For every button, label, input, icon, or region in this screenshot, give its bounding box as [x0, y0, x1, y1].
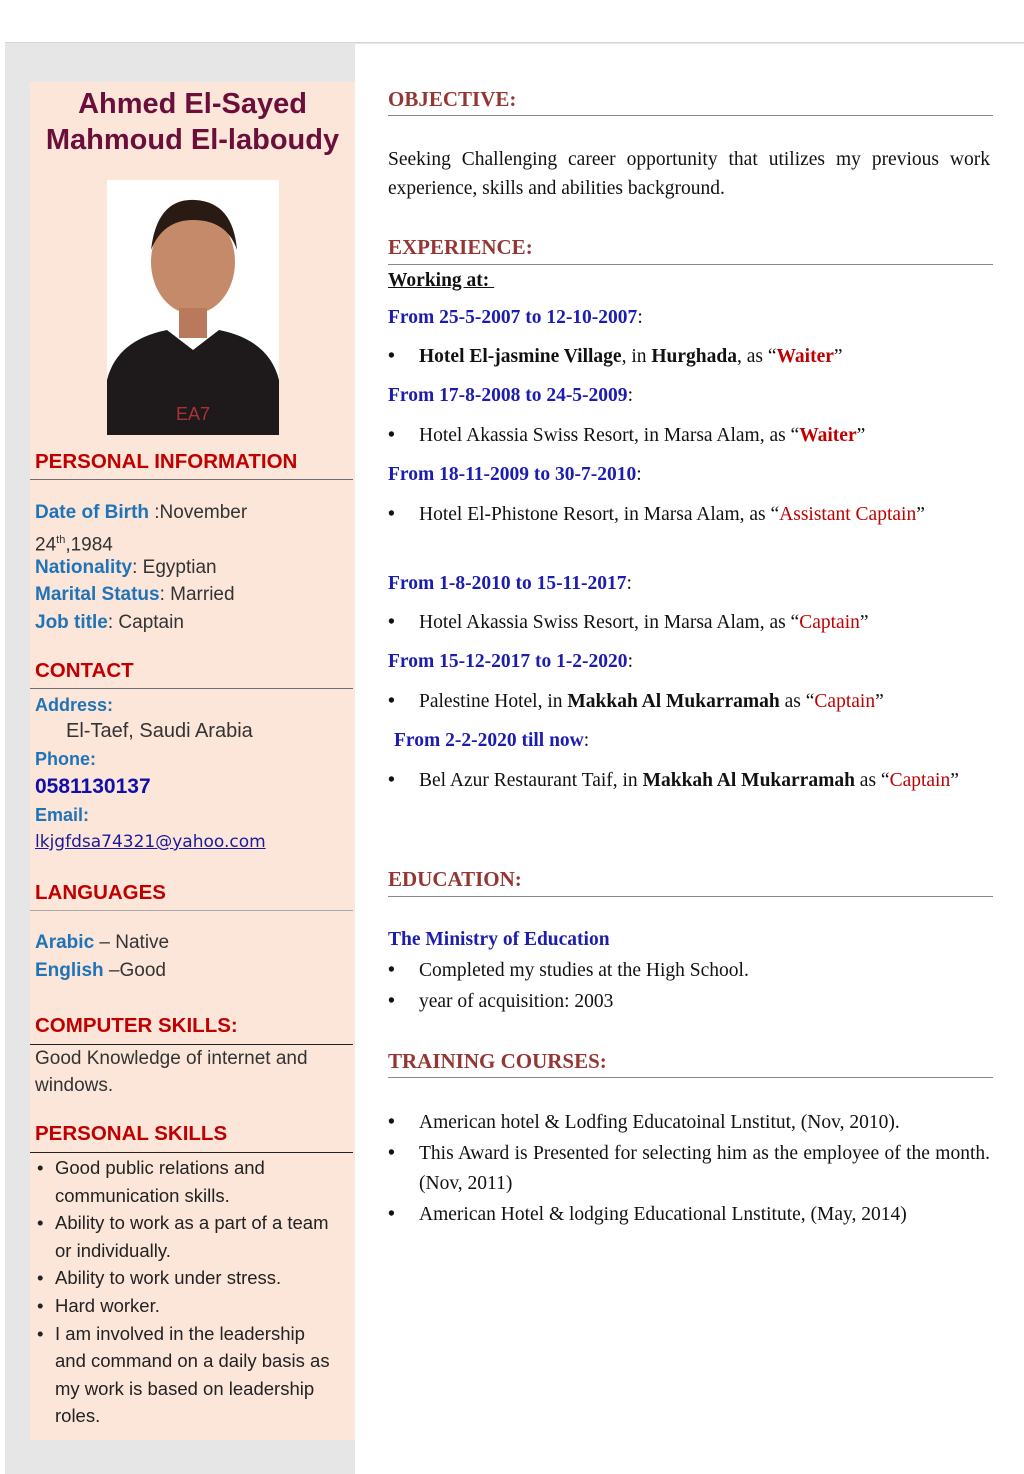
divider [30, 1152, 353, 1153]
list-item [388, 342, 990, 372]
lang-label: English [35, 960, 104, 981]
experience-date: From 17-8-2008 to 24-5-2009: [388, 385, 633, 406]
dob-year: ,1984 [65, 534, 113, 556]
svg-text:EA7: EA7 [175, 404, 211, 424]
training-item: American hotel & Lodfing Educatoinal Lnstitut, (Nov, 2010). [419, 1112, 900, 1133]
list-item: • Good public relations and communication skills. [35, 1154, 350, 1209]
experience-text: as “ [779, 691, 815, 712]
languages-heading: LANGUAGES [35, 881, 166, 904]
experience-text: , as “ [736, 346, 777, 367]
list-item: • Ability to work as a part of a team or individually. [35, 1209, 350, 1264]
experience-text: ” [856, 425, 866, 446]
marital-value: : Married [159, 584, 235, 605]
divider [30, 688, 353, 689]
left-sidebar [30, 82, 355, 1440]
experience-text: Hotel El-jasmine Village [419, 346, 622, 367]
divider [388, 264, 993, 265]
nationality-value: : Egyptian [132, 557, 217, 578]
date-range: From 1-8-2010 to 15-11-2017 [388, 573, 627, 594]
objective-text: Seeking Challenging career opportunity that utilizes my previous work experience, skills and abilities background. [388, 149, 990, 199]
computer-skills-line-2: windows. [35, 1075, 114, 1096]
profile-photo [107, 180, 279, 435]
experience-text: ” [875, 691, 884, 712]
experience-text: Captain [814, 691, 876, 712]
experience-date: From 15-12-2017 to 1-2-2020: [388, 651, 633, 672]
experience-text: Makkah Al Mukarramah [642, 770, 855, 791]
experience-text: Captain [799, 612, 860, 633]
language-arabic [35, 929, 169, 956]
dob-label: Date of Birth [35, 502, 149, 523]
bullet-icon: • [388, 770, 395, 791]
date-range: From 25-5-2007 to 12-10-2007 [388, 307, 638, 328]
education-school: The Ministry of Education [388, 929, 610, 950]
education-item: Completed my studies at the High School. [419, 960, 749, 981]
bullet-icon: • [388, 346, 395, 367]
bullet-icon: • [388, 960, 395, 981]
bullet-icon: • [388, 425, 395, 446]
divider [388, 1077, 993, 1078]
dob-day: 24 [35, 534, 57, 556]
experience-heading: EXPERIENCE: [388, 235, 533, 259]
experience-text: Captain [889, 770, 951, 791]
bullet-icon: • [388, 991, 395, 1012]
experience-date: From 25-5-2007 to 12-10-2007: [388, 307, 643, 328]
divider [388, 115, 993, 116]
list-item [388, 1139, 990, 1198]
experience-date: From 18-11-2009 to 30-7-2010: [388, 464, 642, 485]
nationality-label: Nationality [35, 557, 133, 578]
bullet-icon: • [388, 612, 395, 633]
experience-text: Hotel El-Phistone Resort, in Marsa Alam, as “ [419, 504, 780, 525]
experience-date: From 1-8-2010 to 15-11-2017: [388, 573, 632, 594]
email-link[interactable]: lkjgfdsa74321@yahoo.com [35, 832, 266, 852]
training-heading: TRAINING COURSES: [388, 1049, 607, 1073]
list-item: • I am involved in the leadership and command on a daily basis as my work is based on leadership roles. [35, 1320, 350, 1430]
experience-text: Hotel Akassia Swiss Resort, in Marsa Alam, as “ [419, 425, 800, 446]
email-label: Email: [35, 805, 90, 825]
bullet-icon: • [388, 691, 395, 712]
divider [388, 896, 993, 897]
personal-skills-heading: PERSONAL SKILLS [35, 1122, 228, 1145]
marital-status [35, 581, 235, 608]
phone-value: 0581130137 [35, 775, 151, 798]
experience-text: ” [833, 346, 843, 367]
job-value: : Captain [107, 612, 184, 633]
job-label: Job title [35, 612, 108, 633]
address-value: El-Taef, Saudi Arabia [66, 720, 253, 742]
lang-value: –Good [103, 960, 166, 981]
experience-text: Assistant Captain [779, 504, 917, 525]
lang-value: – Native [94, 932, 170, 953]
lang-label: Arabic [35, 932, 95, 953]
experience-text: ” [950, 770, 959, 791]
list-item [388, 987, 990, 1017]
objective-heading: OBJECTIVE: [388, 87, 517, 111]
bullet-icon: • [388, 1204, 395, 1225]
date-range: From 17-8-2008 to 24-5-2009 [388, 385, 628, 406]
experience-text: Makkah Al Mukarramah [567, 691, 780, 712]
bullet-icon: • [388, 504, 395, 525]
experience-text: as “ [854, 770, 890, 791]
dob-value: :November [149, 502, 248, 523]
training-item: American Hotel & lodging Educational Lnstitute, (May, 2014) [419, 1204, 907, 1225]
divider [30, 910, 353, 911]
education-heading: EDUCATION: [388, 867, 522, 891]
list-item [388, 608, 990, 638]
language-english [35, 957, 166, 984]
personal-information-heading: PERSONAL INFORMATION [35, 450, 298, 473]
list-item [388, 500, 990, 530]
address-label: Address: [35, 695, 114, 715]
computer-skills-heading: COMPUTER SKILLS: [35, 1014, 238, 1037]
experience-text: ” [916, 504, 925, 525]
list-item [388, 956, 990, 986]
job-title [35, 609, 184, 636]
experience-text: ” [859, 612, 869, 633]
name-line-2: Mahmoud El-laboudy [45, 124, 340, 156]
working-at-label: Working at: [388, 270, 495, 291]
nationality [35, 554, 217, 581]
contact-heading: CONTACT [35, 659, 134, 682]
list-item [388, 687, 990, 717]
experience-text: Waiter [799, 425, 857, 446]
experience-text: Palestine Hotel, in [419, 691, 568, 712]
date-range: From 2-2-2020 till now [394, 730, 584, 751]
bullet-icon: • [388, 1143, 395, 1164]
experience-text: , in [621, 346, 652, 367]
experience-text: Hotel Akassia Swiss Resort, in Marsa Alam, as “ [419, 612, 800, 633]
list-item: • Ability to work under stress. [35, 1264, 350, 1292]
dob-sup: th [56, 534, 66, 546]
experience-text: Hurghada [651, 346, 737, 367]
list-item [388, 1200, 990, 1230]
list-item [388, 766, 990, 796]
computer-skills-line-1: Good Knowledge of internet and [35, 1048, 308, 1069]
phone-label: Phone: [35, 749, 96, 769]
personal-skills-list [35, 1154, 350, 1430]
list-item [388, 1108, 990, 1138]
marital-label: Marital Status [35, 584, 160, 605]
education-item: year of acquisition: 2003 [419, 991, 614, 1012]
divider [30, 479, 353, 480]
name-line-1: Ahmed El-Sayed [78, 88, 307, 120]
date-of-birth [35, 499, 247, 526]
training-item: This Award is Presented for selecting him as the employee of the month. (Nov, 2011) [419, 1143, 990, 1194]
bullet-icon: • [388, 1112, 395, 1133]
experience-text: Waiter [776, 346, 834, 367]
date-range: From 18-11-2009 to 30-7-2010 [388, 464, 637, 485]
experience-date: From 2-2-2020 till now: [394, 730, 590, 751]
list-item [388, 421, 990, 451]
date-range: From 15-12-2017 to 1-2-2020 [388, 651, 628, 672]
list-item: • Hard worker. [35, 1292, 350, 1320]
experience-text: Bel Azur Restaurant Taif, in [419, 770, 643, 791]
